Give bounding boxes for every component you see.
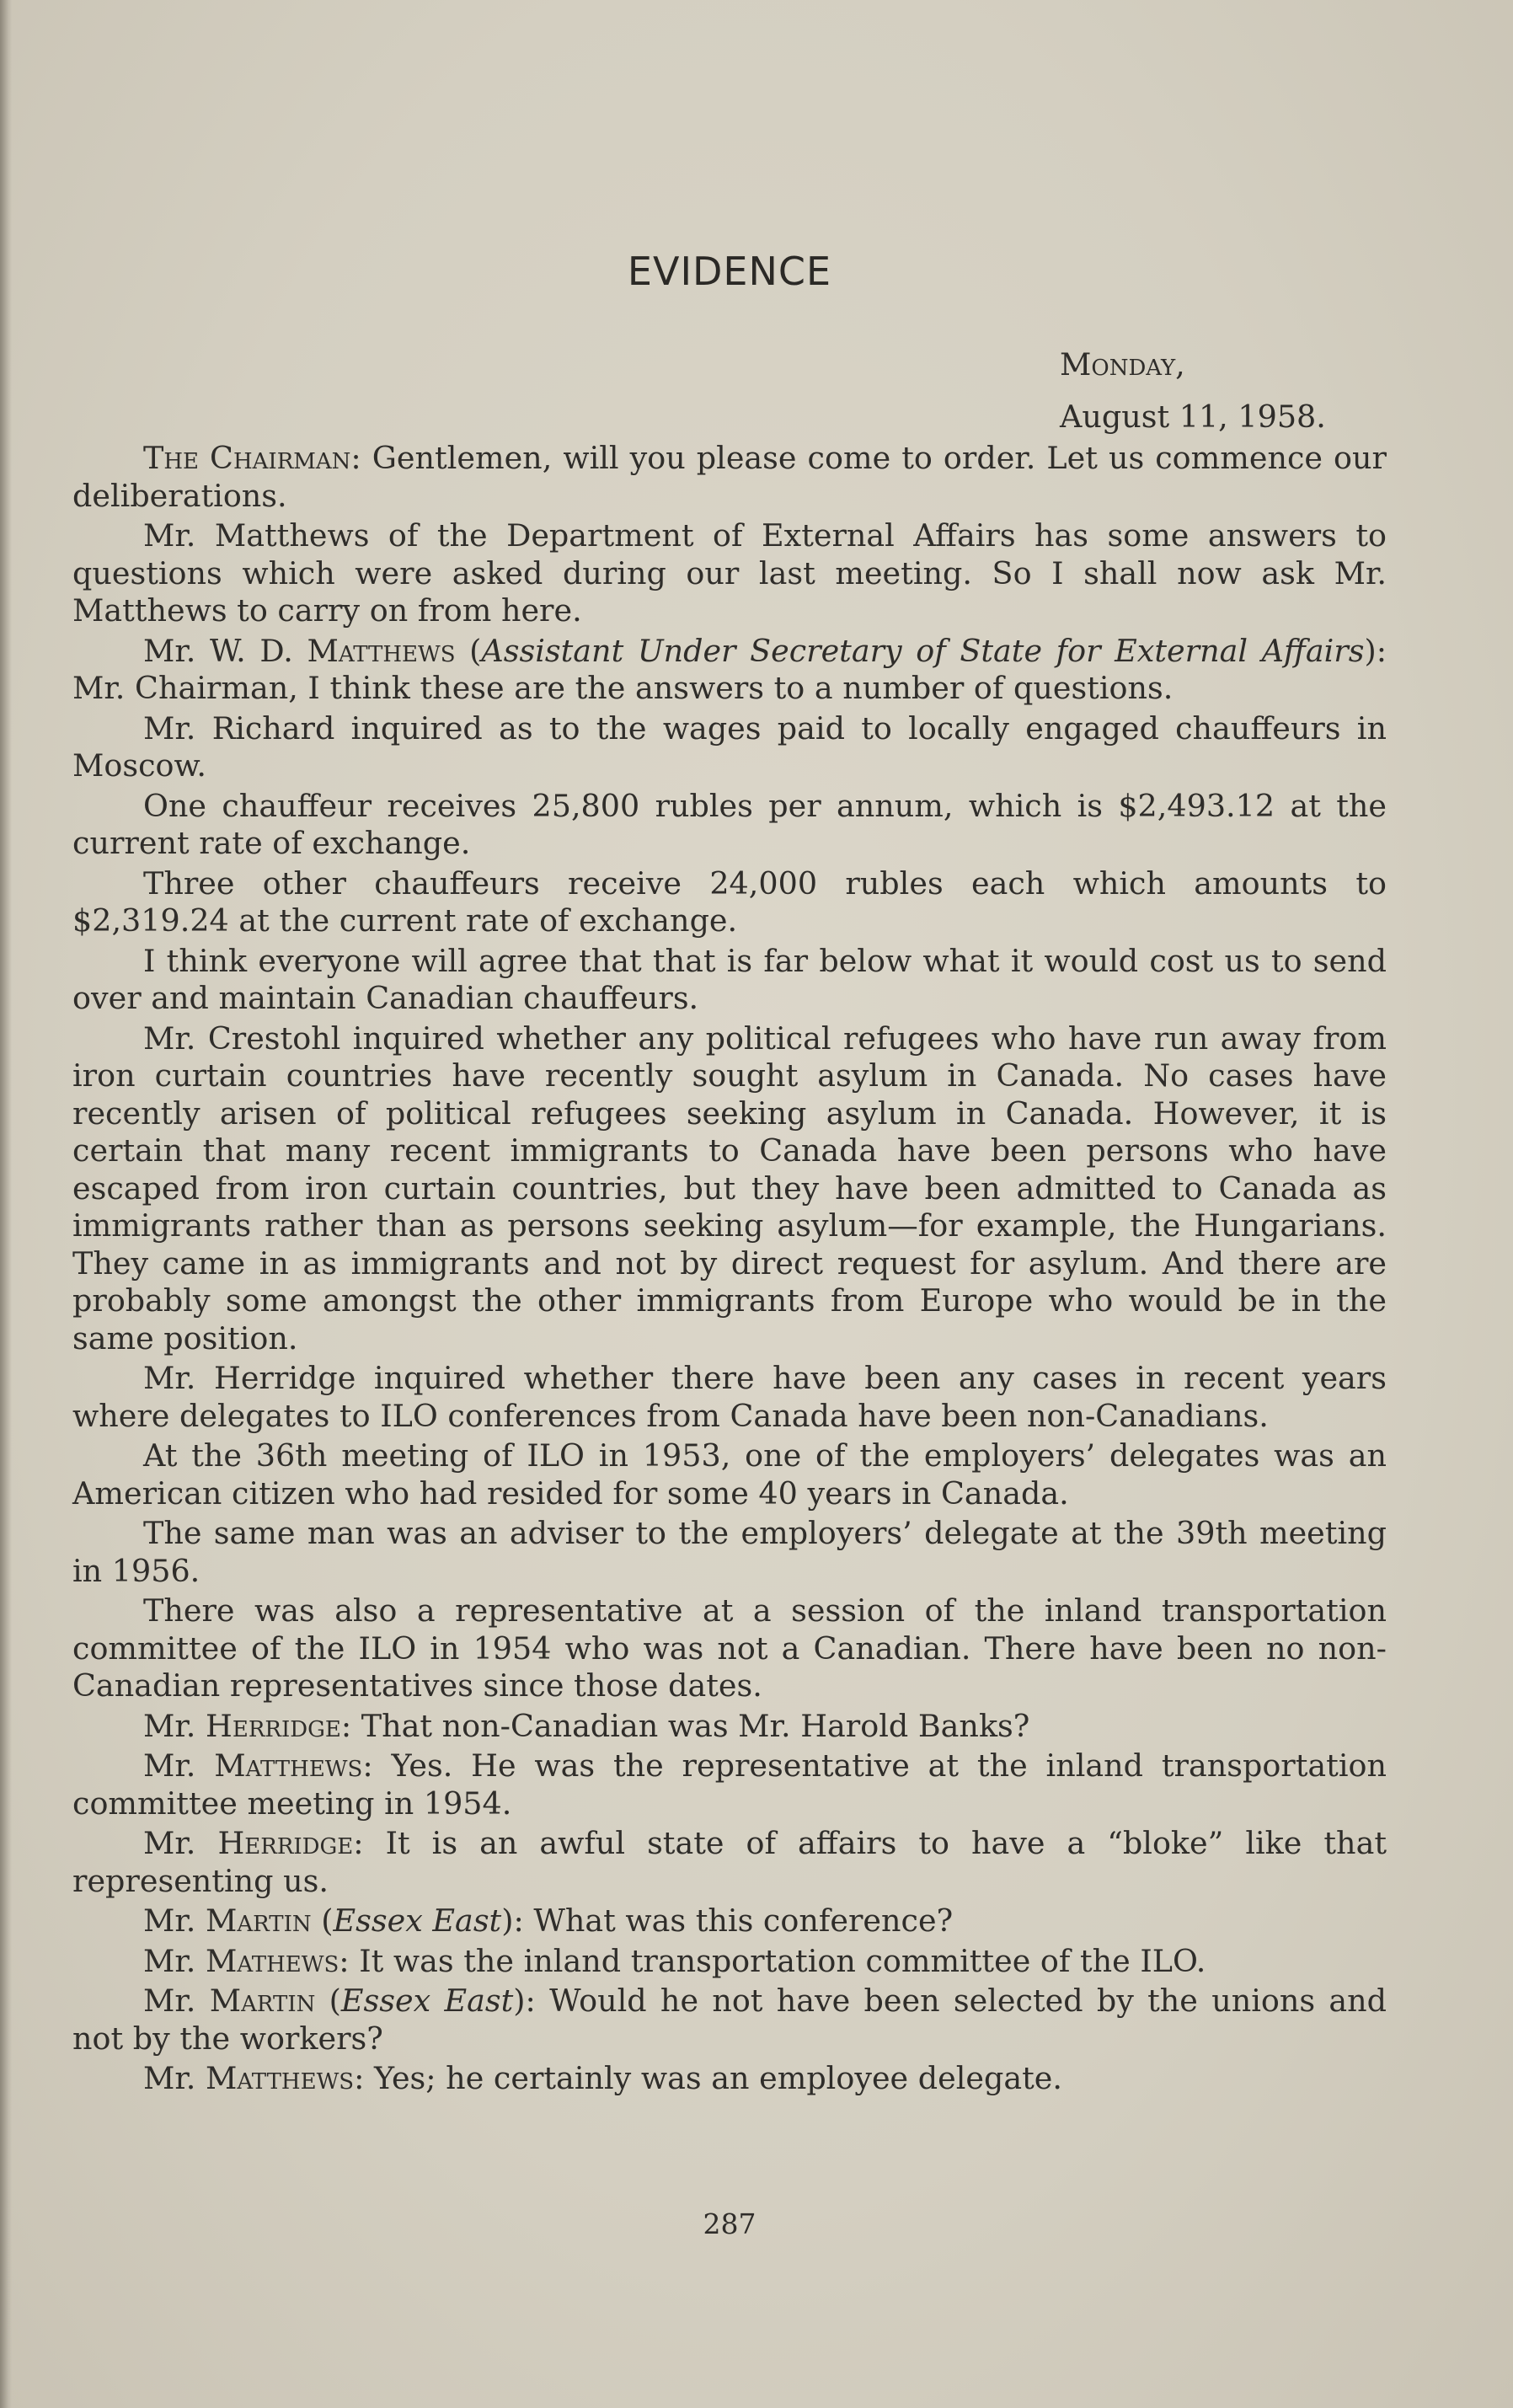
paragraph-text: Yes; he certainly was an employee delegate.	[374, 2060, 1062, 2096]
paragraph	[72, 1360, 1387, 1435]
paragraph-speaker: Matthews	[206, 2060, 355, 2096]
paragraph	[72, 710, 1387, 785]
paragraph-text: There was also a representative at a session of the inland transportation committee of the ILO in 1954 who was not a Canadian. There have been no non-Canadian representatives since those dates.	[72, 1592, 1387, 1704]
paragraph-role: Essex East	[340, 1983, 514, 2019]
paragraph-text: Yes. He was the representative at the inland transportation committee meeting in 1954.	[72, 1747, 1387, 1822]
paragraph	[72, 1747, 1387, 1822]
paragraph-text: Mr. Crestohl inquired whether any political refugees who have run away from iron curtain countries have recently sought asylum in Canada. No cases have recently arisen of political refugees seeking asylum in Canada. However, it is certain that many recent immigrants to Canada have been persons who have escaped from iron curtain countries, but they have been admitted to Canada as immigrants rather than as persons seeking asylum—for example, the Hungarians. They came in as immigrants and not by direct request for asylum. And there are probably some amongst the other immigrants from Europe who would be in the same position.	[72, 1019, 1387, 1357]
paragraph-role-after: ):	[501, 1902, 534, 1939]
paragraph-speaker-after: (	[315, 1983, 341, 2019]
page-spine-shadow	[0, 0, 12, 2408]
paragraph-speaker-after: :	[339, 1942, 360, 1979]
paragraph-text: What was this conference?	[533, 1902, 954, 1939]
paragraph	[72, 2060, 1387, 2098]
paragraph-speaker-before: Mr.	[143, 1942, 206, 1979]
paragraph-role-after: ):	[1364, 632, 1387, 669]
paragraph-speaker: Herridge	[217, 1825, 354, 1861]
paragraph	[72, 1983, 1387, 2058]
paragraph-text: The same man was an adviser to the employers’ delegate at the 39th meeting in 1956.	[72, 1515, 1387, 1589]
paragraph-text: That non-Canadian was Mr. Harold Banks?	[361, 1707, 1030, 1744]
paragraph-text: Gentlemen, will you please come to order. Let us commence our deliberations.	[72, 440, 1387, 514]
paragraph-text: It is an awful state of affairs to have a “bloke” like that representing us.	[72, 1825, 1387, 1899]
paragraph-role: Essex East	[333, 1902, 502, 1939]
paragraph-speaker-before: Mr. W. D.	[143, 632, 307, 669]
paragraph-speaker-before: Mr.	[143, 1983, 210, 2019]
paragraph	[72, 943, 1387, 1018]
paragraph-speaker-before: Mr.	[143, 1902, 206, 1939]
paragraph	[72, 1592, 1387, 1705]
paragraph	[72, 1437, 1387, 1512]
paragraph	[72, 865, 1387, 940]
paragraph-speaker-after: :	[354, 2060, 375, 2096]
paragraph-speaker-before: Mr.	[143, 1707, 206, 1744]
paragraph-speaker: Herridge	[206, 1707, 341, 1744]
paragraph-text: One chauffeur receives 25,800 rubles per annum, which is $2,493.12 at the current rate of exchange.	[72, 787, 1387, 861]
paragraph-text: Mr. Herridge inquired whether there have been any cases in recent years where delegates to ILO conferences from Canada have been non-Canadians.	[72, 1360, 1387, 1434]
paragraph-speaker: Matthews	[214, 1747, 363, 1784]
paragraph-speaker-after: :	[350, 440, 372, 476]
paragraph-speaker-after: (	[311, 1902, 334, 1939]
paragraph-text: I think everyone will agree that that is far below what it would cost us to send over and maintain Canadian chauffeurs.	[72, 942, 1387, 1016]
paragraph-text: Three other chauffeurs receive 24,000 rubles each which amounts to $2,319.24 at the current rate of exchange.	[72, 864, 1387, 939]
transcript-body	[72, 440, 1387, 2100]
paragraph	[72, 440, 1387, 515]
paragraph-speaker-before: Mr.	[143, 1747, 215, 1784]
paragraph-role-after: ):	[513, 1983, 550, 2019]
paragraph-text: Mr. Matthews of the Department of External Affairs has some answers to questions which were asked during our last meeting. So I shall now ask Mr. Matthews to carry on from here.	[72, 517, 1387, 629]
paragraph-text: It was the inland transportation committee of the ILO.	[359, 1942, 1206, 1979]
dateline-day: Monday,	[1060, 346, 1185, 383]
paragraph-speaker-after: (	[455, 632, 482, 669]
paragraph	[72, 1708, 1387, 1746]
page-title: EVIDENCE	[627, 249, 832, 294]
paragraph-text: At the 36th meeting of ILO in 1953, one of the employers’ delegates was an American citizen who had resided for some 40 years in Canada.	[72, 1437, 1387, 1512]
paragraph-speaker-after: :	[362, 1747, 392, 1784]
paragraph-speaker: Martin	[206, 1902, 312, 1939]
paragraph	[72, 1515, 1387, 1590]
paragraph-speaker-after: :	[353, 1825, 386, 1861]
paragraph	[72, 1825, 1387, 1900]
paragraph-speaker-before: Mr.	[143, 2060, 206, 2096]
paragraph	[72, 788, 1387, 863]
paragraph	[72, 633, 1387, 708]
page-number: 287	[703, 2207, 756, 2240]
dateline-date: August 11, 1958.	[1060, 399, 1326, 435]
paragraph-speaker: Martin	[209, 1983, 316, 2019]
paragraph-text: Mr. Richard inquired as to the wages paid to locally engaged chauffeurs in Moscow.	[72, 709, 1387, 784]
paragraph-speaker: The Chairman	[143, 440, 351, 476]
dateline	[1060, 339, 1397, 443]
paragraph	[72, 1020, 1387, 1358]
paragraph-text: Mr. Chairman, I think these are the answers to a number of questions.	[72, 670, 1174, 706]
paragraph-speaker-after: :	[340, 1707, 361, 1744]
paragraph	[72, 1902, 1387, 1940]
paragraph-speaker: Matthews	[307, 632, 456, 669]
paragraph	[72, 517, 1387, 630]
paragraph-speaker: Mathews	[206, 1942, 339, 1979]
paragraph	[72, 1943, 1387, 1981]
paragraph-role: Assistant Under Secretary of State for External Affairs	[481, 632, 1365, 669]
paragraph-speaker-before: Mr.	[143, 1825, 218, 1861]
paragraph-text: Would he not have been selected by the unions and not by the workers?	[72, 1983, 1387, 2057]
